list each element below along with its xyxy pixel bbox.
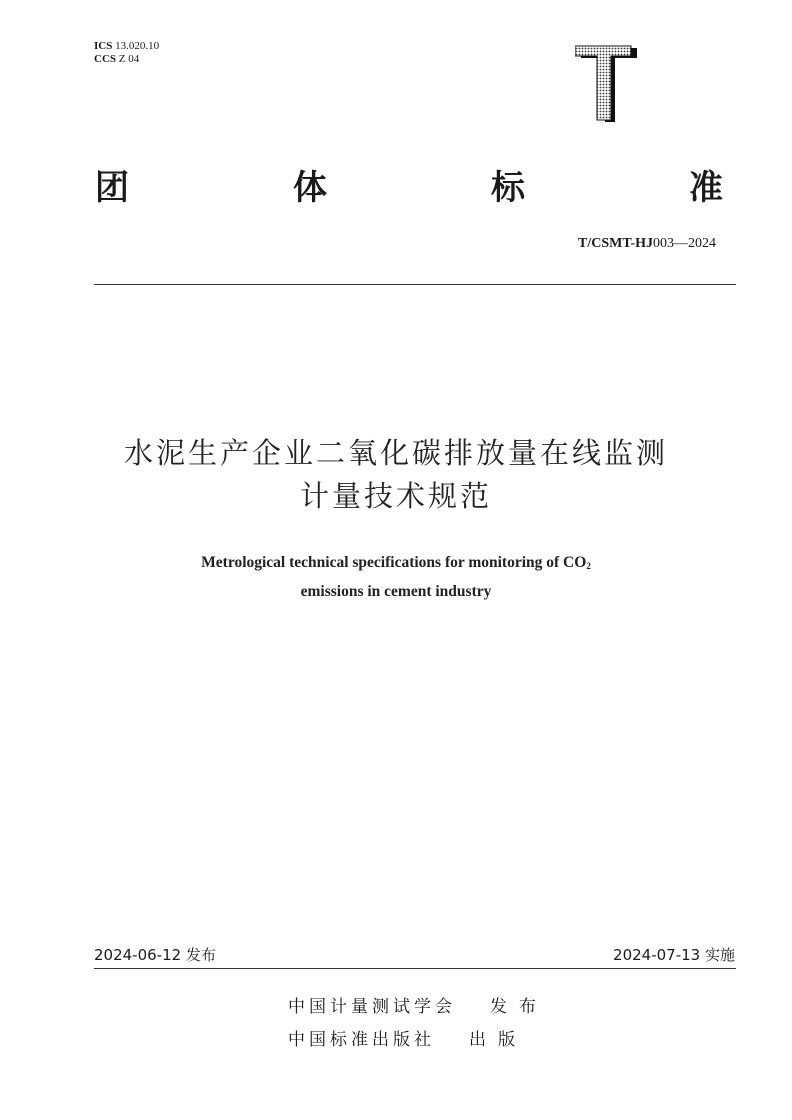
english-title [0,550,792,604]
issue-date: 2024-06-12 发布 [94,946,216,964]
standard-type-char: 体 [293,168,327,208]
english-title-line-2: emissions in cement industry [300,583,492,600]
standard-number-suffix: 003—2024 [653,236,716,251]
chinese-title [0,432,792,518]
english-title-line-1 [0,550,792,579]
english-title-text: Metrological technical specifications for monitoring of CO [201,554,587,571]
publisher-row [288,1025,527,1050]
ccs-code-line [94,53,159,66]
top-divider [94,284,736,285]
publisher-org: 中国标准出版社 [288,1030,435,1050]
publisher-row [288,992,548,1017]
publisher-role: 出版 [469,1030,527,1050]
ccs-code: Z 04 [118,53,140,65]
classification-codes [94,40,159,66]
ics-code: 13.020.10 [115,40,160,52]
chinese-title-line-2: 计量技术规范 [299,479,492,513]
standard-type-char: 准 [689,168,723,208]
ccs-label: CCS [94,53,117,65]
publisher-role: 发布 [490,997,548,1017]
standard-type-heading [95,160,723,209]
ics-code-line [94,40,159,53]
publisher-org: 中国计量测试学会 [288,997,456,1017]
standard-type-char: 团 [95,168,129,208]
standard-type-char: 标 [491,168,525,208]
implementation-date: 2024-07-13 实施 [613,946,735,964]
co2-subscript: 2 [586,561,591,571]
standard-number-prefix: T/CSMT-HJ [578,236,653,251]
chinese-title-line-1: 水泥生产企业二氧化碳排放量在线监测 [123,436,668,470]
standard-number [578,236,716,252]
bottom-divider [94,968,736,969]
ics-label: ICS [94,40,113,52]
standard-type-t-logo [575,44,637,122]
